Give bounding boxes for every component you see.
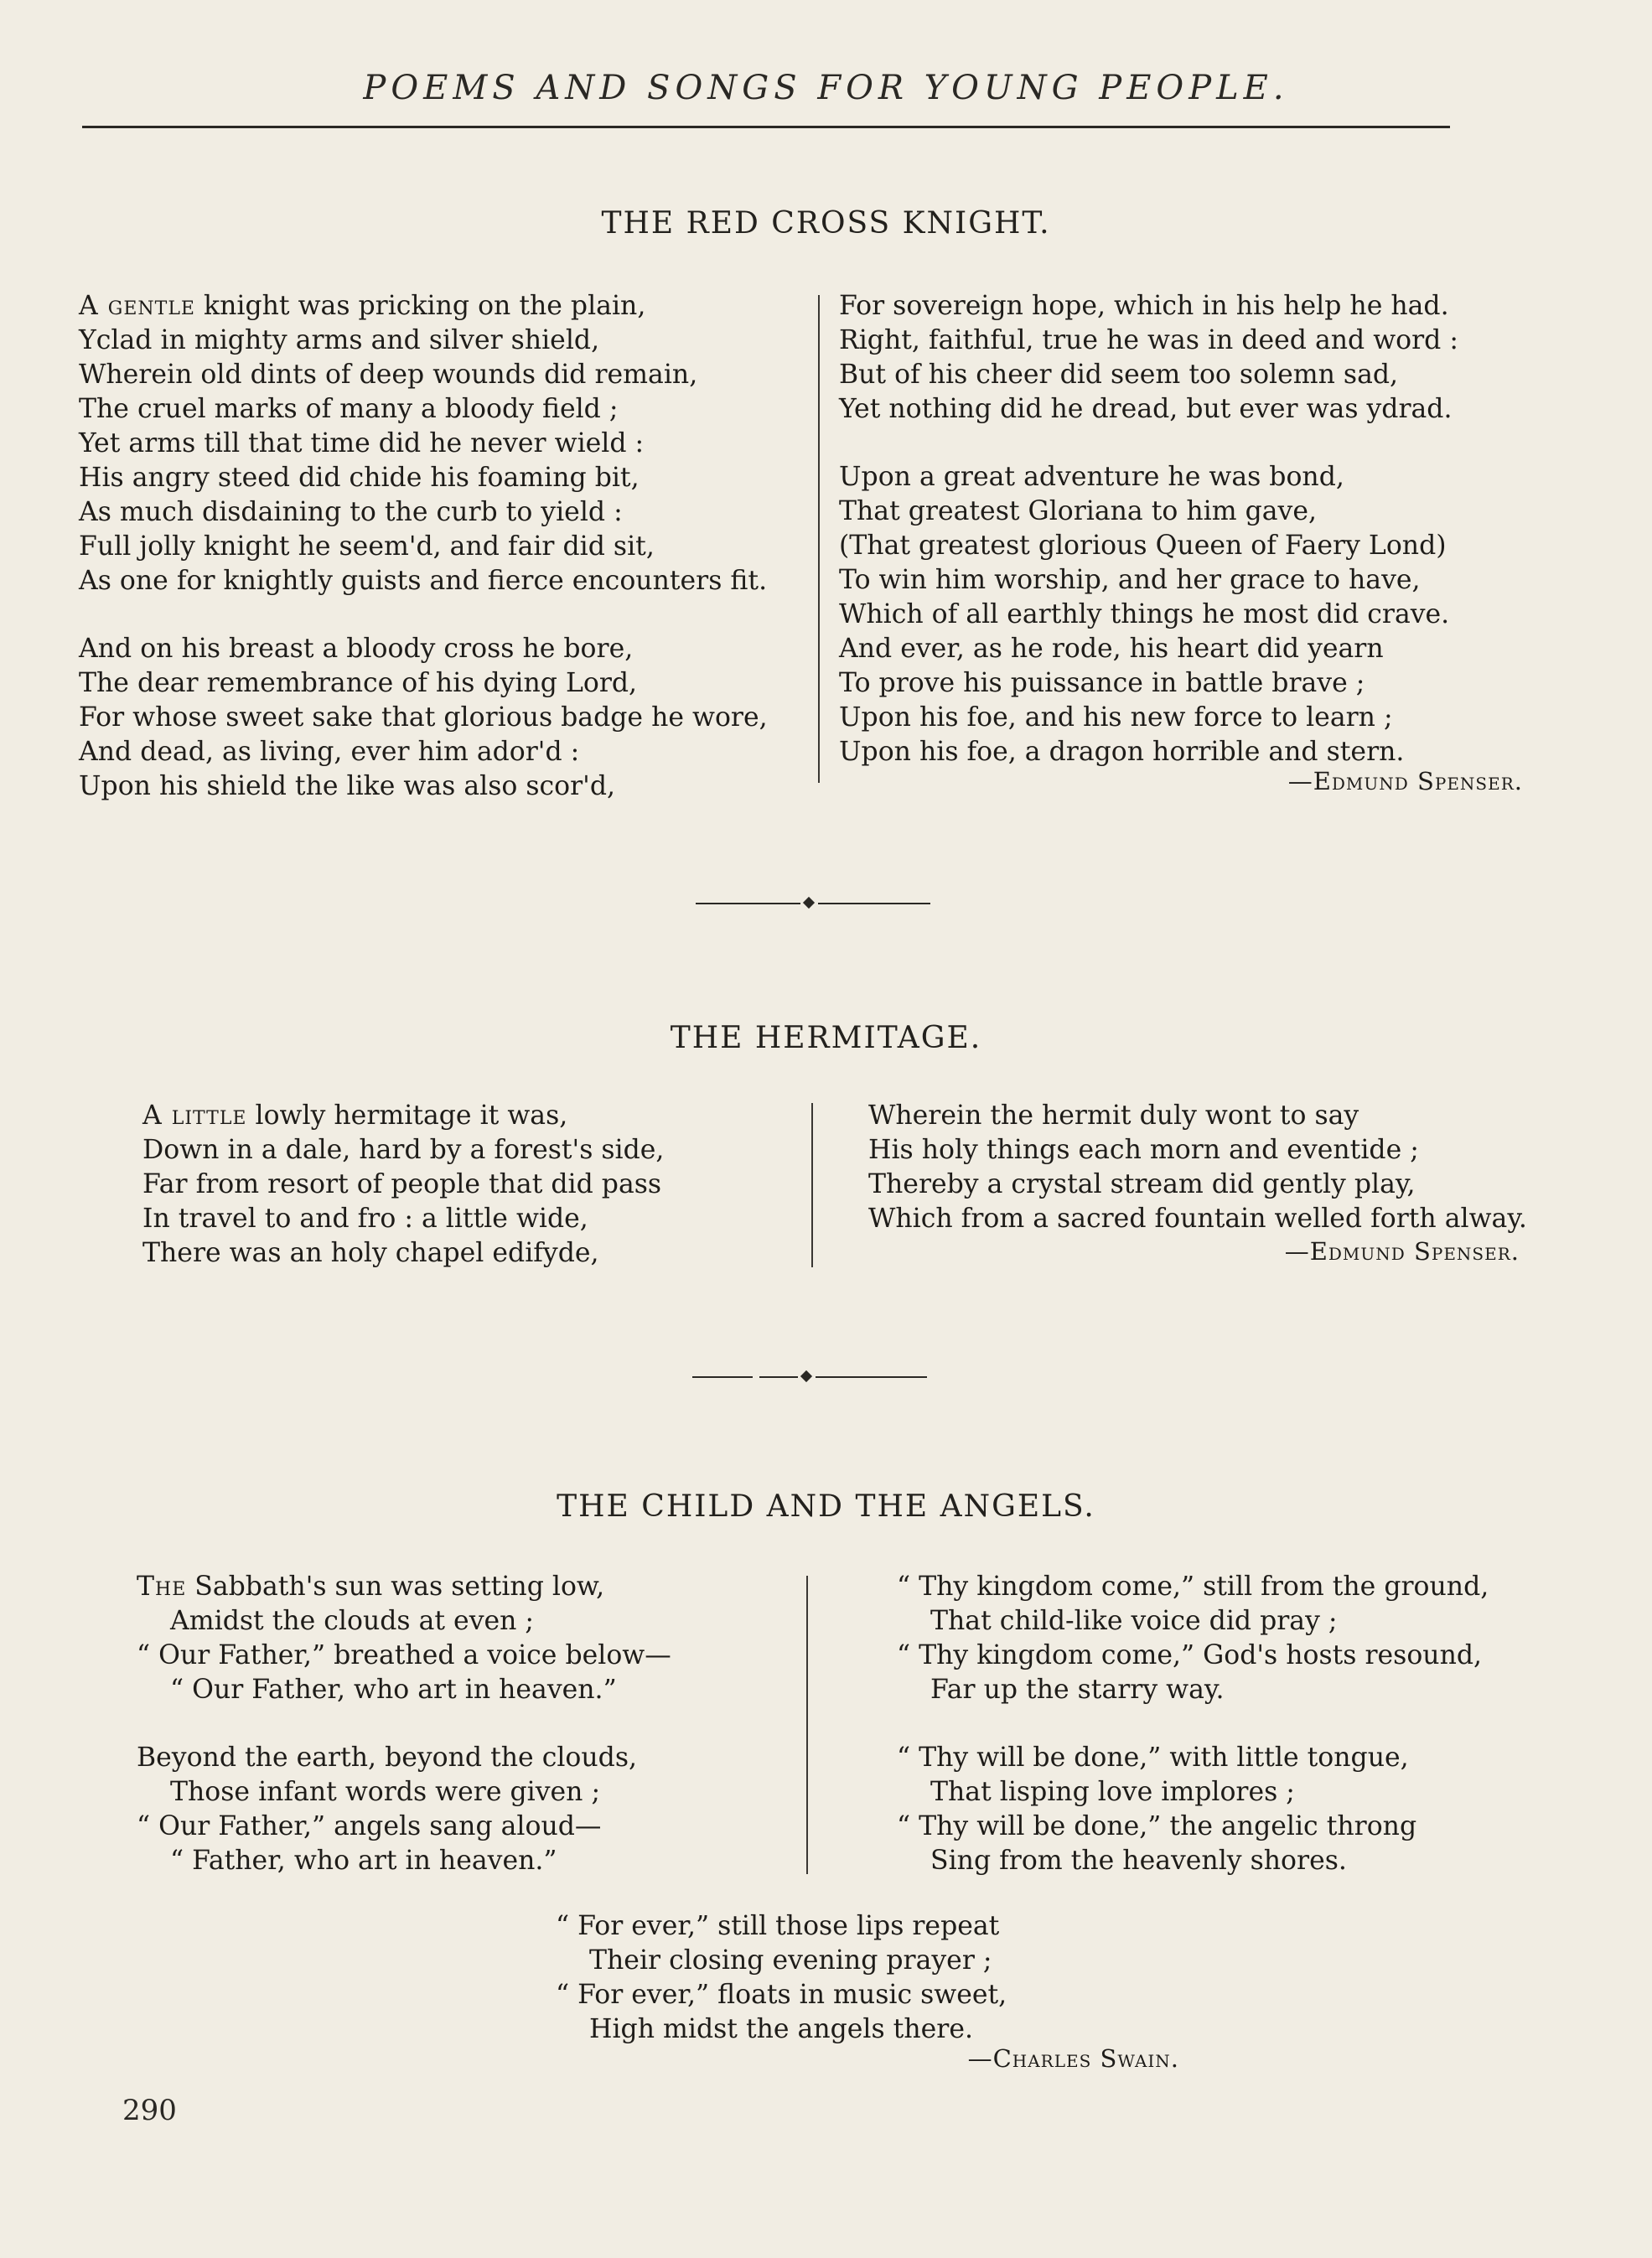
- poem-line: His holy things each morn and eventide ;: [868, 1135, 1419, 1165]
- child-angels-right-column: [897, 1570, 1489, 1878]
- stanza-gap: [897, 1707, 1489, 1741]
- child-angels-left-column: [137, 1570, 671, 1878]
- poem-line: Sing from the heavenly shores.: [930, 1846, 1347, 1876]
- poem-line: To prove his puissance in battle brave ;: [839, 668, 1365, 698]
- poem-line: “ Our Father,” angels sang aloud—: [137, 1811, 602, 1841]
- column-divider: [806, 1576, 808, 1874]
- section-ornament: [692, 1376, 927, 1378]
- poem-line: But of his cheer did seem too solemn sad,: [839, 360, 1399, 390]
- poem-line: That greatest Gloriana to him gave,: [839, 496, 1317, 526]
- poem-line: Yclad in mighty arms and silver shield,: [79, 325, 600, 355]
- poem-line: Wherein the hermit duly wont to say: [868, 1101, 1359, 1131]
- running-head: POEMS AND SONGS FOR YOUNG PEOPLE.: [363, 69, 1289, 107]
- poem-line: There was an holy chapel edifyde,: [142, 1238, 599, 1268]
- poem-line: That lisping love implores ;: [930, 1777, 1295, 1807]
- poem-line: And dead, as living, ever him ador'd :: [79, 737, 580, 767]
- poem-line: “ For ever,” still those lips repeat: [556, 1911, 1000, 1941]
- red-cross-right-column: [839, 289, 1458, 769]
- poem-line: “ Thy will be done,” the angelic throng: [897, 1811, 1417, 1841]
- ornament-diamond: [800, 1370, 812, 1382]
- poem-line: Full jolly knight he seem'd, and fair did sit,: [79, 531, 655, 562]
- column-divider: [811, 1103, 813, 1267]
- child-angels-final-stanza: [556, 1909, 1007, 2047]
- first-line-rest: knight was pricking on the plain,: [195, 291, 646, 321]
- poem-line: “ For ever,” floats in music sweet,: [556, 1980, 1007, 2010]
- poem-line: For sovereign hope, which in his help he had.: [839, 291, 1449, 321]
- poem-line: “ Our Father, who art in heaven.”: [170, 1675, 617, 1705]
- opening-words: A little: [142, 1101, 247, 1131]
- hermitage-right-column: [868, 1099, 1527, 1236]
- poem-line: His angry steed did chide his foaming bit,: [79, 463, 640, 493]
- first-line-rest: Sabbath's sun was setting low,: [186, 1572, 605, 1602]
- attribution-spenser-1: —Edmund Spenser.: [1287, 767, 1523, 795]
- poem-line: That child-like voice did pray ;: [930, 1606, 1338, 1636]
- poem-line: [142, 1099, 664, 1133]
- attribution-spenser-2: —Edmund Spenser.: [1284, 1237, 1520, 1266]
- poem-line: “ Thy kingdom come,” still from the ground,: [897, 1572, 1489, 1602]
- poem-title-hermitage: THE HERMITAGE.: [670, 1021, 982, 1055]
- poem-line: And ever, as he rode, his heart did yearn: [839, 634, 1384, 664]
- column-divider: [818, 295, 820, 783]
- poem-line: Upon his shield the like was also scor'd,: [79, 771, 616, 801]
- poem-line: “ Thy kingdom come,” God's hosts resound,: [897, 1640, 1483, 1670]
- poem-line: Those infant words were given ;: [170, 1777, 601, 1807]
- poem-line: Upon his foe, a dragon horrible and stern.: [839, 737, 1405, 767]
- poem-line: For whose sweet sake that glorious badge he wore,: [79, 702, 768, 733]
- poem-title-red-cross-knight: THE RED CROSS KNIGHT.: [601, 206, 1051, 241]
- opening-words: A gentle: [79, 291, 195, 321]
- attribution-swain: —Charles Swain.: [967, 2044, 1179, 2073]
- poem-line: The cruel marks of many a bloody field ;: [79, 394, 619, 424]
- poem-line: The dear remembrance of his dying Lord,: [79, 668, 638, 698]
- red-cross-left-column: [79, 289, 768, 804]
- stanza-gap: [137, 1707, 671, 1741]
- first-line-rest: lowly hermitage it was,: [246, 1101, 568, 1131]
- poem-line: Far from resort of people that did pass: [142, 1169, 662, 1199]
- poem-line: Right, faithful, true he was in deed and word :: [839, 325, 1458, 355]
- poem-line: As one for knightly guists and fierce encounters fit.: [79, 566, 768, 596]
- poem-line: Yet arms till that time did he never wield :: [79, 428, 645, 458]
- poem-line: [79, 289, 768, 324]
- opening-words: The: [137, 1572, 187, 1602]
- poem-line: [137, 1570, 671, 1604]
- poem-line: And on his breast a bloody cross he bore,: [79, 634, 634, 664]
- page-number: 290: [122, 2094, 177, 2127]
- header-rule: [82, 126, 1450, 128]
- poem-line: Which from a sacred fountain welled forth alway.: [868, 1204, 1527, 1234]
- poem-line: Upon his foe, and his new force to learn ;: [839, 702, 1393, 733]
- poem-line: Yet nothing did he dread, but ever was ydrad.: [839, 394, 1453, 424]
- poem-line: To win him worship, and her grace to have,: [839, 565, 1421, 595]
- stanza-gap: [79, 598, 768, 632]
- poem-line: Which of all earthly things he most did crave.: [839, 599, 1450, 629]
- poem-line: “ Father, who art in heaven.”: [170, 1846, 557, 1876]
- poem-line: Their closing evening prayer ;: [589, 1945, 992, 1976]
- poem-line: “ Thy will be done,” with little tongue,: [897, 1743, 1409, 1773]
- poem-line: Down in a dale, hard by a forest's side,: [142, 1135, 665, 1165]
- poem-line: High midst the angels there.: [589, 2014, 973, 2044]
- poem-line: Upon a great adventure he was bond,: [839, 462, 1344, 492]
- hermitage-left-column: [142, 1099, 664, 1271]
- poem-line: As much disdaining to the curb to yield :: [79, 497, 623, 527]
- poem-line: Amidst the clouds at even ;: [170, 1606, 535, 1636]
- poem-line: Far up the starry way.: [930, 1675, 1225, 1705]
- ornament-diamond: [803, 897, 815, 909]
- poem-line: Wherein old dints of deep wounds did remain,: [79, 360, 698, 390]
- poem-title-child-and-angels: THE CHILD AND THE ANGELS.: [557, 1489, 1095, 1524]
- poem-line: In travel to and fro : a little wide,: [142, 1204, 588, 1234]
- poem-line: Beyond the earth, beyond the clouds,: [137, 1743, 638, 1773]
- section-ornament: [696, 903, 930, 904]
- stanza-gap: [839, 427, 1458, 460]
- poem-line: “ Our Father,” breathed a voice below—: [137, 1640, 671, 1670]
- poem-line: Thereby a crystal stream did gently play,: [868, 1169, 1416, 1199]
- poem-line: (That greatest glorious Queen of Faery Lond): [839, 531, 1447, 561]
